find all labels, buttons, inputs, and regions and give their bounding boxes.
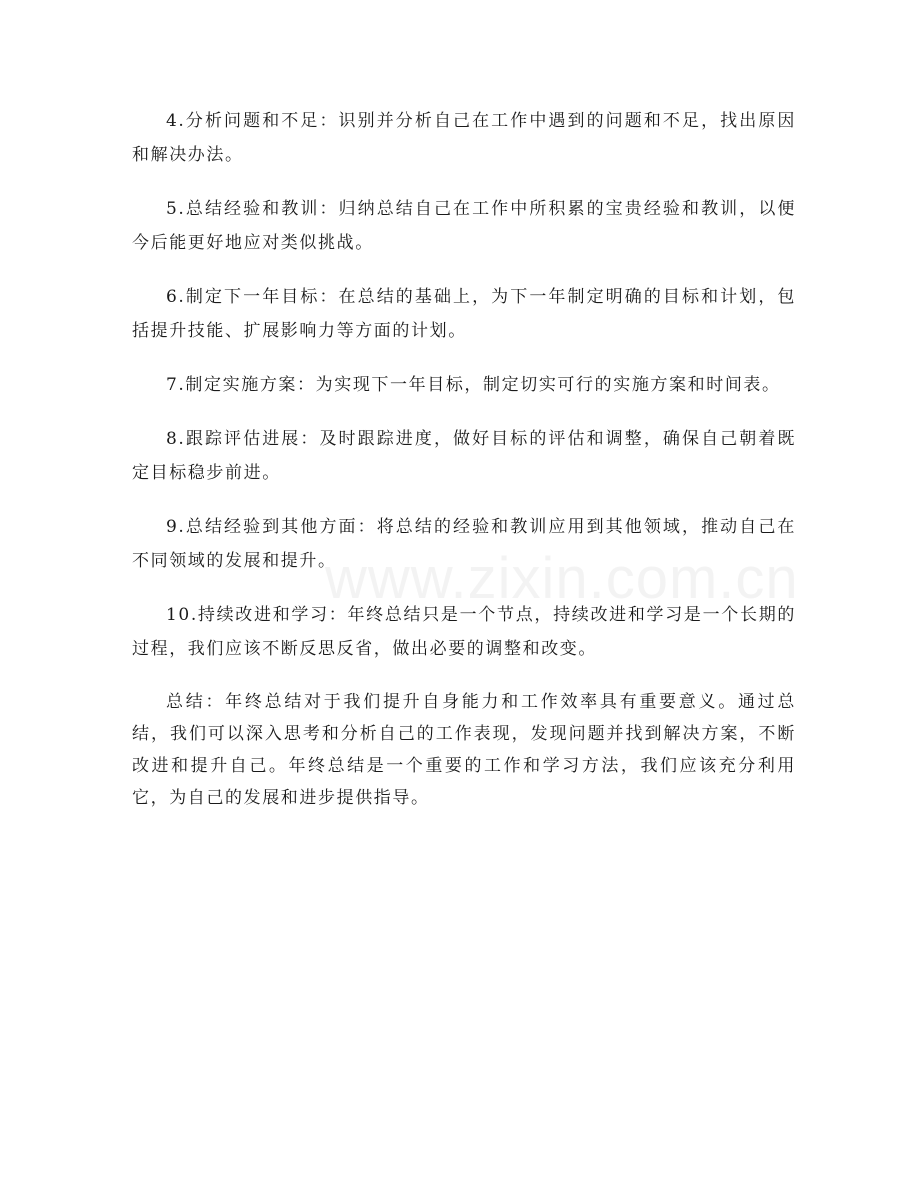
paragraph-item-10: 10.持续改进和学习：年终总结只是一个节点，持续改进和学习是一个长期的过程，我们应该不断反思反省，做出必要的调整和改变。	[132, 605, 796, 659]
paragraph-item-6: 6.制定下一年目标：在总结的基础上，为下一年制定明确的目标和计划，包括提升技能、扩展影响力等方面的计划。	[132, 287, 796, 341]
summary-paragraph: 总结：年终总结对于我们提升自身能力和工作效率具有重要意义。通过总结，我们可以深入思考和分析自己的工作表现，发现问题并找到解决方案，不断改进和提升自己。年终总结是一个重要的工作和学习方法，我们应该充分利用它，为自己的发展和进步提供指导。	[132, 692, 796, 808]
paragraph-item-5: 5.总结经验和教训：归纳总结自己在工作中所积累的宝贵经验和教训，以便今后能更好地应对类似挑战。	[132, 199, 796, 253]
paragraph-item-7: 7.制定实施方案：为实现下一年目标，制定切实可行的实施方案和时间表。	[166, 375, 781, 395]
watermark: www.zixin.com.cn	[325, 546, 799, 611]
paragraph-item-4: 4.分析问题和不足：识别并分析自己在工作中遇到的问题和不足，找出原因和解决办法。	[132, 111, 796, 165]
paragraph-item-8: 8.跟踪评估进展：及时跟踪进度，做好目标的评估和调整，确保自己朝着既定目标稳步前进。	[132, 429, 796, 483]
document-body	[132, 104, 796, 834]
paragraph-item-9: 9.总结经验到其他方面：将总结的经验和教训应用到其他领域，推动自己在不同领域的发展和提升。	[132, 517, 796, 571]
